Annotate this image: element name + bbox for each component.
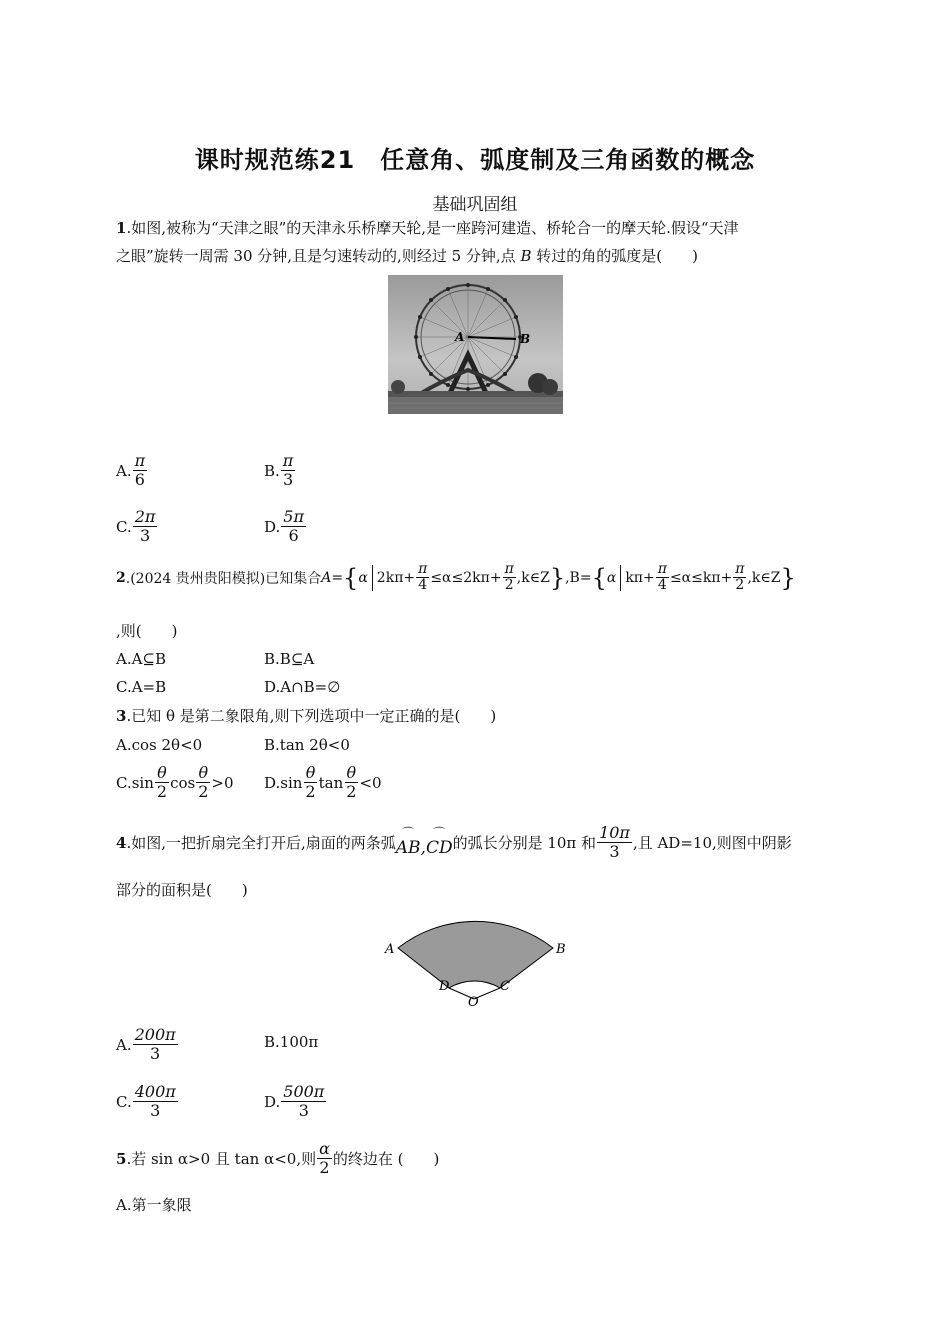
q3-c-frac1-num: θ: [157, 763, 167, 782]
q2-a-kinz: ,k∈Z: [516, 569, 550, 586]
q1-option-a-num: π: [134, 451, 146, 470]
q4-line2: 部分的面积是( ): [116, 881, 248, 899]
q4-option-d: [264, 1083, 327, 1120]
q2-b-frac1-num: π: [657, 561, 667, 577]
q3-c-frac1-den: 2: [156, 782, 168, 801]
q3-option-a: A.cos 2θ<0: [116, 736, 203, 754]
q2-number: 2: [116, 569, 126, 586]
q1-line1: [116, 218, 739, 238]
q1-option-b-label: B.: [264, 461, 280, 480]
q1-text-2b: B: [520, 247, 532, 265]
fan-point-b: B: [556, 942, 566, 957]
q2-alpha-a: α: [358, 569, 368, 586]
q3-option-c-mid: cos: [170, 773, 196, 792]
q4-option-d-label: D.: [264, 1092, 281, 1111]
q1-option-a: [116, 452, 148, 489]
q1-option-b: [264, 452, 296, 489]
q1-point-b: B: [520, 332, 531, 346]
q4-frac-den: 3: [609, 842, 620, 861]
q5-pre: .若 sin α>0 且 tan α<0,则: [126, 1150, 317, 1168]
q4-option-c-den: 3: [150, 1101, 161, 1120]
q4-frac-num: 10π: [599, 823, 630, 842]
q5-frac-den: 2: [319, 1158, 330, 1177]
q2-a-frac1-num: π: [418, 561, 428, 577]
q4-mid: 的弧长分别是 10π 和: [452, 834, 597, 852]
q3-option-d-pre: D.sin: [264, 773, 303, 792]
q3-d-frac1-num: θ: [305, 763, 316, 782]
q4-option-a-den: 3: [150, 1044, 161, 1063]
q1-point-a: A: [455, 330, 465, 344]
q3-d-frac2-num: θ: [346, 763, 357, 782]
q5-frac-num: α: [319, 1139, 330, 1158]
q3-d-frac2-den: 2: [346, 782, 357, 801]
q3-option-d-post: <0: [359, 773, 382, 792]
q1-option-b-den: 3: [282, 470, 294, 489]
q2-a-frac2-num: π: [504, 561, 514, 577]
q3-number: 3: [116, 707, 127, 725]
q2-b-frac2-num: π: [735, 561, 745, 577]
q2-option-a: A.A⊆B: [116, 650, 167, 668]
q2-b-frac2-den: 2: [735, 577, 745, 593]
fan-point-c: C: [500, 979, 510, 994]
q4-option-d-den: 3: [298, 1101, 309, 1120]
q4-number: 4: [116, 833, 127, 852]
q4-option-c-label: C.: [116, 1092, 132, 1111]
q4-option-b-text: 100π: [279, 1033, 319, 1051]
q3-d-frac1-den: 2: [305, 782, 316, 801]
q4-option-c-num: 400π: [134, 1082, 176, 1101]
q1-text-2a: 之眼”旋转一周需 30 分钟,且是匀速转动的,则经过 5 分钟,点: [116, 247, 521, 265]
ferris-wheel-photo: [388, 275, 563, 414]
q2-pre: .(2024 贵州贵阳模拟)已知集合: [125, 570, 322, 587]
q1-line2: [116, 246, 698, 266]
q2-tail: ,则( ): [116, 622, 178, 640]
q5-option-a: A.第一象限: [116, 1196, 192, 1214]
q4-option-a: [116, 1026, 179, 1063]
q2-line1: 2 .(2024 贵州贵阳模拟)已知集合 A= { α 2kπ+ $\frac{\pi}{4}$ ≤α≤ 2kπ+ $\frac{\pi}{2}$ ,k∈Z } ,B= { α kπ+ $\frac{\pi}{4}$ ≤α≤ kπ+ $\frac{\pi}{2}$ ,k∈Z }: [116, 561, 796, 593]
q1-option-d: [264, 508, 307, 545]
fan-diagram: [380, 895, 580, 1015]
q4-arc-cd: ⌒ CD: [426, 838, 453, 858]
q1-text-2c: 转过的角的弧度是( ): [531, 247, 698, 265]
q4-option-b-label: B.: [264, 1033, 280, 1051]
q1-number: 1: [116, 219, 127, 237]
q2-b-part1: kπ+: [625, 569, 655, 586]
q2-b-frac1-den: 4: [657, 577, 667, 593]
q5-line1: [116, 1140, 439, 1177]
q2-a-frac1-den: 4: [418, 577, 428, 593]
q2-a-part2: 2kπ+: [463, 569, 502, 586]
q4-option-c: [116, 1083, 179, 1120]
q5-post: 的终边在 ( ): [332, 1150, 440, 1168]
q1-option-b-num: π: [282, 451, 294, 470]
q2-a-rel: ≤α≤: [430, 569, 464, 586]
q4-option-d-num: 500π: [283, 1082, 325, 1101]
q4-option-a-num: 200π: [134, 1025, 176, 1044]
fan-point-d: D: [439, 979, 450, 994]
q4-pre: .如图,一把折扇完全打开后,扇面的两条弧: [126, 834, 396, 852]
q4-arc-ab: ⌒ AB: [396, 838, 421, 858]
q3-option-d-mid: tan: [318, 773, 344, 792]
q3-text: .已知 θ 是第二象限角,则下列选项中一定正确的是( ): [126, 707, 497, 725]
q3-line1: [116, 706, 496, 726]
q2-b-rel: ≤α≤: [669, 569, 703, 586]
page-title: 课时规范练21 任意角、弧度制及三角函数的概念: [194, 146, 756, 174]
fan-point-a: A: [385, 942, 395, 957]
q2-set-a: A=: [321, 569, 344, 586]
q1-option-c-den: 3: [139, 526, 151, 545]
q2-comma-b: ,B=: [565, 569, 592, 586]
q2-b-part2: kπ+: [702, 569, 733, 586]
q1-option-c-num: 2π: [134, 507, 156, 526]
fan-point-o: O: [468, 995, 479, 1010]
q2-a-part1: 2kπ+: [376, 569, 416, 586]
q4-option-b: [264, 1032, 318, 1052]
q3-option-b: B.tan 2θ<0: [264, 736, 350, 754]
q2-b-kinz: ,k∈Z: [747, 569, 781, 586]
q3-c-frac2-den: 2: [198, 782, 209, 801]
q2-option-c: C.A=B: [116, 678, 167, 696]
q4-option-a-label: A.: [116, 1035, 132, 1054]
q3-option-c: [116, 764, 234, 801]
q3-option-d: [264, 764, 382, 801]
q1-option-a-label: A.: [116, 461, 132, 480]
q3-option-c-pre: C.sin: [116, 773, 154, 792]
q1-option-d-num: 5π: [283, 507, 304, 526]
q1-option-c: [116, 508, 158, 545]
q5-number: 5: [116, 1149, 127, 1168]
q2-alpha-b: α: [606, 569, 617, 586]
q2-option-b: B.B⊆A: [264, 650, 315, 668]
q3-c-frac2-num: θ: [198, 763, 209, 782]
q3-option-c-post: >0: [211, 773, 234, 792]
q1-option-d-label: D.: [264, 517, 281, 536]
q1-option-a-den: 6: [134, 470, 145, 489]
q4-sep: ,: [420, 837, 426, 858]
q2-option-d: D.A∩B=∅: [264, 678, 341, 696]
q1-option-c-label: C.: [116, 517, 132, 536]
section-heading: 基础巩固组: [432, 195, 518, 215]
q1-option-d-den: 6: [288, 526, 299, 545]
q4-line1: [116, 824, 792, 861]
q1-text-1: .如图,被称为“天津之眼”的天津永乐桥摩天轮,是一座跨河建造、桥轮合一的摩天轮.假设“天津: [126, 219, 739, 237]
q2-a-frac2-den: 2: [504, 577, 514, 593]
q4-post: ,且 AD=10,则图中阴影: [632, 834, 792, 852]
